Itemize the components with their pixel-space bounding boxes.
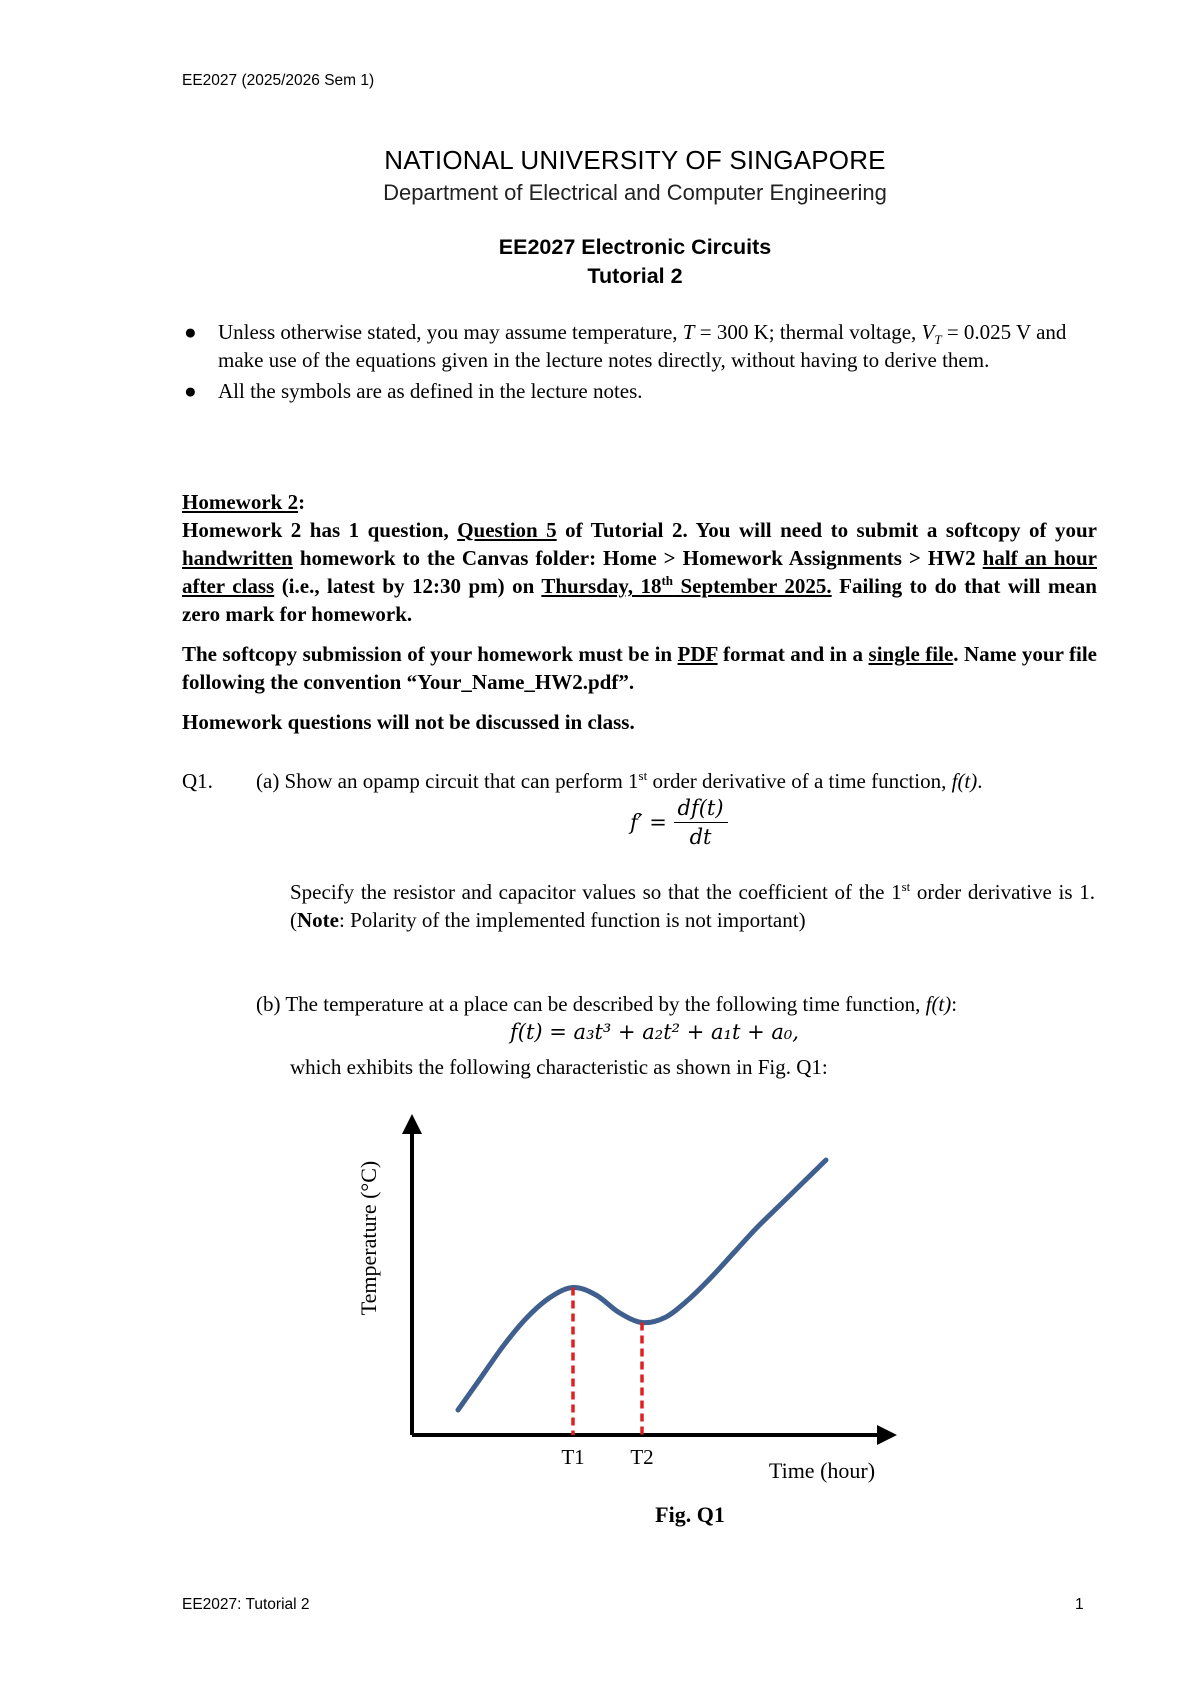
running-header: EE2027 (2025/2026 Sem 1)	[182, 72, 375, 89]
homework-instructions: Homework 2 has 1 question, Question 5 of Tutorial 2. You will need to submit a softcopy of your handwritten homework to the Canvas folder: Home > Homework Assignments > HW2 half an hour after class (i.e., latest by 12:30 pm) on Thursday, 18th September 2025. Failing to do that will mean zero mark for homework.	[182, 518, 1097, 626]
note-item: ● All the symbols are as defined in the lecture notes.	[184, 379, 643, 403]
q1a-text: (a) Show an opamp circuit that can perform 1st order derivative of a time function, f(t).	[256, 768, 983, 793]
footer-title: EE2027: Tutorial 2	[182, 1596, 310, 1613]
q1-label: Q1.	[182, 769, 213, 793]
figure-caption: Fig. Q1	[655, 1502, 725, 1527]
x-axis-label: Time (hour)	[768, 1458, 876, 1483]
y-axis-label: Temperature (°C)	[356, 1160, 381, 1316]
department-name: Department of Electrical and Computer Engineering	[383, 180, 887, 205]
bullet-icon: ●	[184, 320, 197, 344]
polynomial-equation: f(t) = a₃t³ + a₂t² + a₁t + a₀,	[510, 1020, 799, 1044]
q1a-spec: Specify the resistor and capacitor values so that the coefficient of the 1st order derivative is 1. (Note: Polarity of the implemented function is not important)	[290, 879, 1095, 932]
t2-tick-label: T2	[630, 1445, 654, 1469]
university-name: NATIONAL UNIVERSITY OF SINGAPORE	[384, 145, 886, 175]
note-item: ● Unless otherwise stated, you may assume temperature, T = 300 K; thermal voltage, $V_T = 0.025$ V and make use of the equations given in the lecture notes directly, without having to derive them.	[184, 320, 1067, 372]
course-title: EE2027 Electronic Circuits	[498, 235, 772, 259]
figure-q1-chart	[340, 1100, 920, 1540]
discussion-note: Homework questions will not be discussed in class.	[182, 710, 635, 734]
homework-heading: Homework 2	[182, 490, 299, 514]
page-number: 1	[1075, 1596, 1084, 1613]
homework-section: Homework 2: Homework 2 has 1 question, Question 5 of Tutorial 2. You will need to submit a softcopy of your handwritten homework to the Canvas folder: Home > Homework Assignments > HW2 half an hour after class (i.e., latest by 12:30 pm) on Thursday, 18th September 2025. Failing to do that will mean zero mark for homework. The softcopy submission of your homework must be in PDF format and in a single file. Name your file following the convention “Your_Name_HW2.pdf”. Homework questions will not be discussed in class.	[182, 490, 1097, 734]
bullet-icon: ●	[184, 379, 197, 403]
q1b-text: (b) The temperature at a place can be described by the following time function, f(t):	[256, 992, 958, 1016]
temperature-curve	[458, 1160, 826, 1410]
submission-format: The softcopy submission of your homework must be in PDF format and in a single file. Name your file following the convention “Your_Name_HW2.pdf”.	[182, 642, 1097, 694]
derivative-equation: f′ = $\frac{df(t)}{dt}$	[630, 796, 728, 849]
q1b-caption: which exhibits the following characteristic as shown in Fig. Q1:	[290, 1055, 828, 1079]
notes-list	[182, 318, 1097, 408]
tutorial-title: Tutorial 2	[587, 264, 683, 288]
t1-tick-label: T1	[561, 1445, 585, 1469]
